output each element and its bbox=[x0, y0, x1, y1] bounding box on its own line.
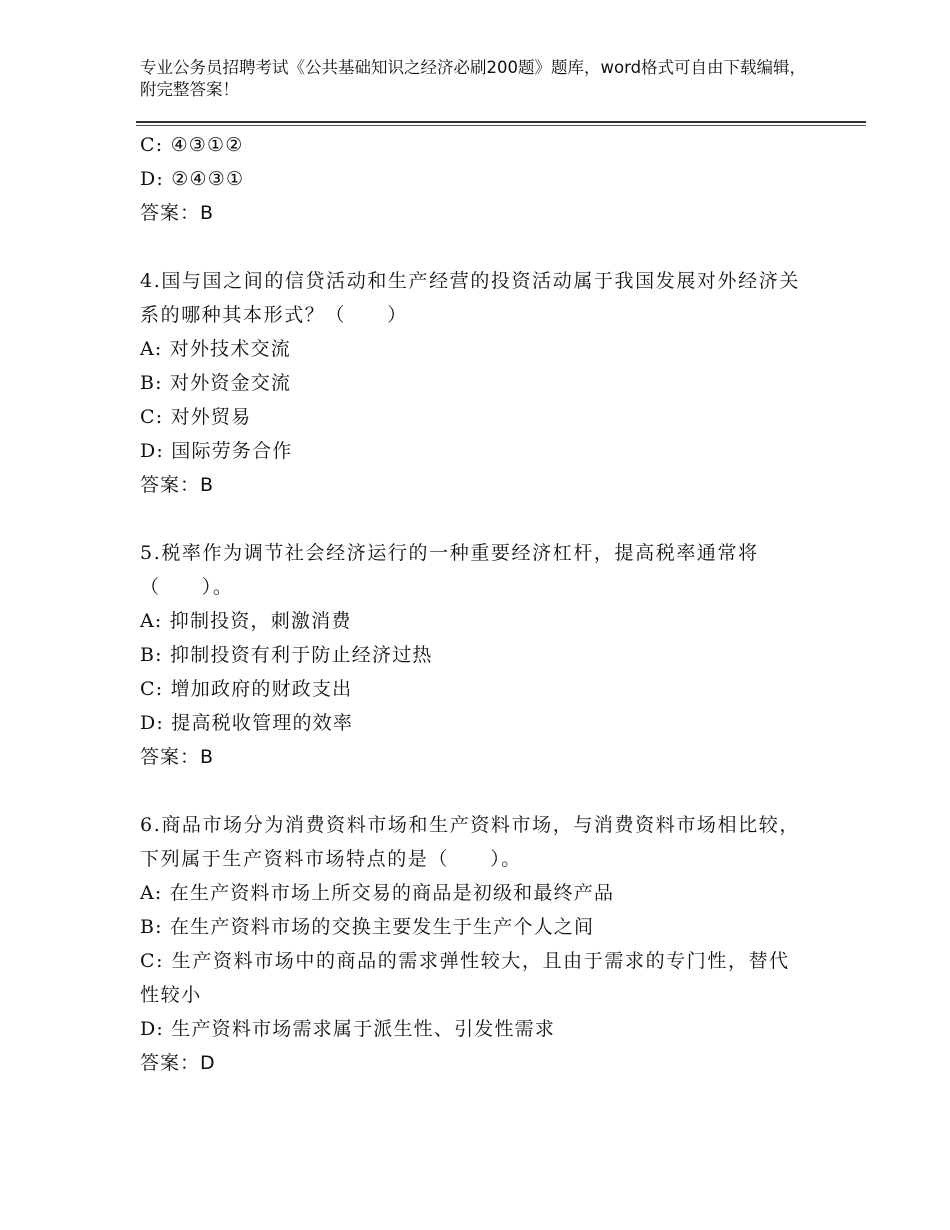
question-text: 6.商品市场分为消费资料市场和生产资料市场，与消费资料市场相比较，下列属于生产资料市场特点的是（ ）。 bbox=[140, 814, 800, 870]
option-a: A: 在生产资料市场上所交易的商品是初级和最终产品 bbox=[140, 882, 615, 904]
option-c: C: 增加政府的财政支出 bbox=[140, 678, 353, 700]
option-a: A: 抑制投资，刺激消费 bbox=[140, 610, 352, 632]
option-b: B: 在生产资料市场的交换主要发生于生产个人之间 bbox=[140, 916, 595, 938]
spacer bbox=[140, 230, 810, 264]
option-c: C: 对外贸易 bbox=[140, 406, 252, 428]
option-a: A: 对外技术交流 bbox=[140, 338, 291, 360]
spacer bbox=[140, 774, 810, 808]
answer-line: 答案：B bbox=[140, 746, 215, 768]
question-text: 4.国与国之间的信贷活动和生产经营的投资活动属于我国发展对外经济关系的哪种其本形式？（ ） bbox=[140, 270, 800, 326]
option-d: D: 生产资料市场需求属于派生性、引发性需求 bbox=[140, 1018, 556, 1040]
option-d: D: ②④③① bbox=[140, 168, 245, 190]
spacer bbox=[140, 502, 810, 536]
option-c: C: ④③①② bbox=[140, 134, 244, 156]
answer-line: 答案：B bbox=[140, 202, 215, 224]
question-block-4 bbox=[140, 264, 810, 502]
option-d: D: 国际劳务合作 bbox=[140, 440, 293, 462]
answer-line: 答案：D bbox=[140, 1052, 216, 1074]
option-d: D: 提高税收管理的效率 bbox=[140, 712, 354, 734]
question-text: 5.税率作为调节社会经济运行的一种重要经济杠杆，提高税率通常将（ ）。 bbox=[140, 542, 759, 598]
answer-line: 答案：B bbox=[140, 474, 215, 496]
question-block-5 bbox=[140, 536, 810, 774]
question-list bbox=[140, 128, 810, 1080]
option-c: C: 生产资料市场中的商品的需求弹性较大，且由于需求的专门性，替代性较小 bbox=[140, 950, 790, 1006]
header-divider-thick bbox=[136, 121, 866, 123]
option-b: B: 抑制投资有利于防止经济过热 bbox=[140, 644, 433, 666]
option-b: B: 对外资金交流 bbox=[140, 372, 292, 394]
header-divider-thin bbox=[136, 125, 866, 126]
prev-question-tail bbox=[140, 128, 810, 230]
question-block-6 bbox=[140, 808, 810, 1080]
page-header: 专业公务员招聘考试《公共基础知识之经济必刷200题》题库，word格式可自由下载编辑，附完整答案！ bbox=[140, 58, 807, 99]
